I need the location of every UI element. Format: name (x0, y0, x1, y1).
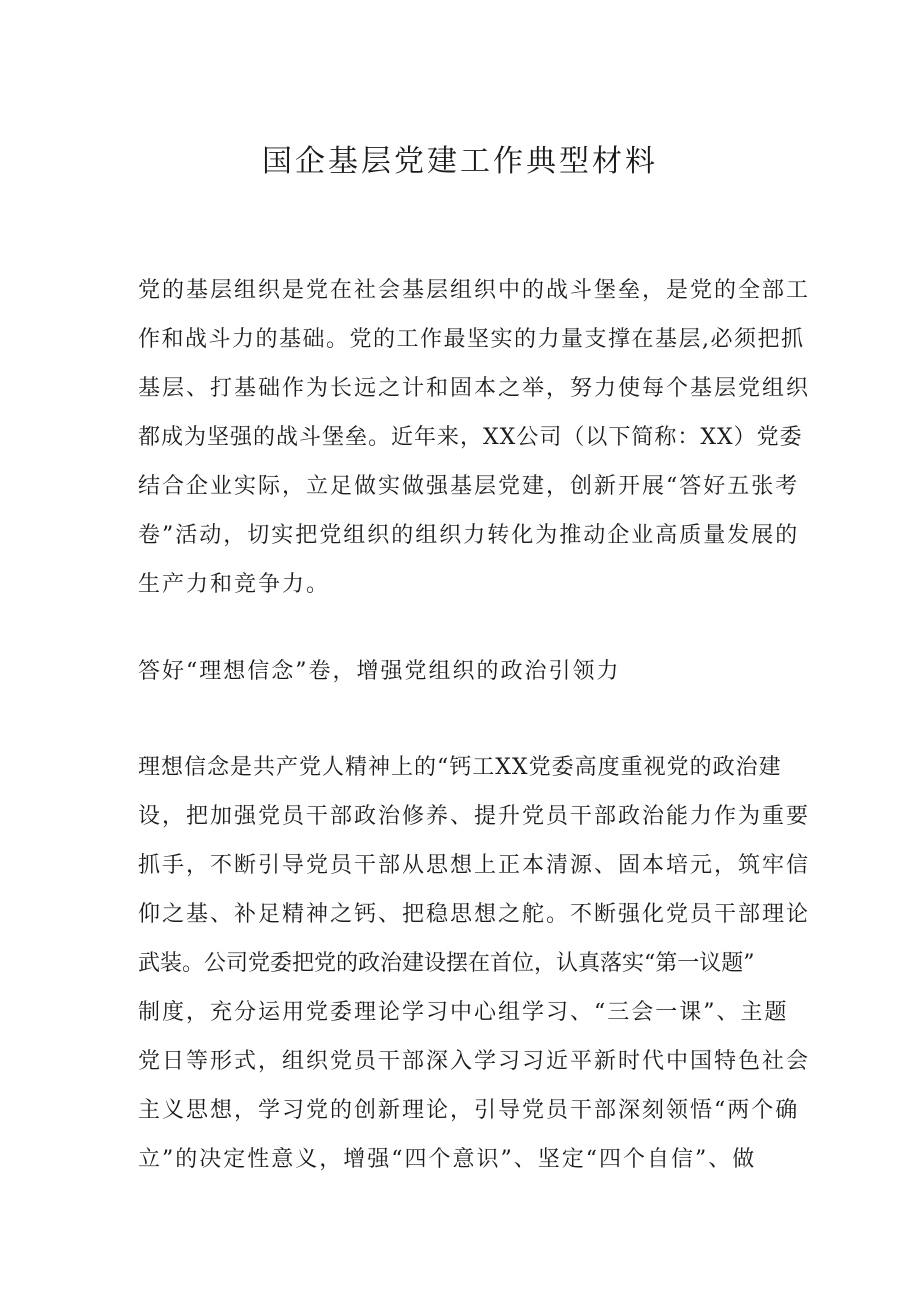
paragraph-line: 理想信念是共产党人精神上的“钙工XX党委高度重视党的政治建 (138, 755, 782, 780)
paragraph-intro (138, 266, 814, 609)
paragraph-line: 基层、打基础作为长远之计和固本之举，努力使每个基层党组织 (138, 376, 811, 401)
paragraph-line: 生产力和竞争力。 (138, 572, 331, 597)
paragraph-line: 主义思想，学习党的创新理论，引导党员干部深刻领悟“两个确 (138, 1098, 800, 1123)
paragraph-line: 卷”活动，切实把党组织的组织力转化为推动企业高质量发展的 (138, 523, 800, 548)
paragraph-line: 制度，充分运用党委理论学习中心组学习、“三会一课”、主题 (138, 1000, 789, 1025)
paragraph-line: 设，把加强党员干部政治修养、提升党员干部政治能力作为重要 (138, 804, 811, 829)
paragraph-line: 结合企业实际，立足做实做强基层党建，创新开展“答好五张考 (138, 474, 800, 499)
document-title: 国企基层党建工作典型材料 (262, 144, 658, 179)
paragraph-line: 武装。公司党委把党的政治建设摆在首位，认真落实“第一议题” (138, 951, 755, 976)
paragraph-line: 作和战斗力的基础。党的工作最坚实的力量支撑在基层,必须把抓 (138, 327, 805, 352)
paragraph-line: 党日等形式，组织党员干部深入学习习近平新时代中国特色社会 (138, 1049, 811, 1074)
paragraph-line: 都成为坚强的战斗堡垒。近年来，XX公司（以下简称：XX）党委 (138, 425, 803, 450)
paragraph-line: 仰之基、补足精神之钙、把稳思想之舵。不断强化党员干部理论 (138, 902, 811, 927)
paragraph-line: 抓手，不断引导党员干部从思想上正本清源、固本培元，筑牢信 (138, 853, 811, 878)
paragraph-line: 党的基层组织是党在社会基层组织中的战斗堡垒，是党的全部工 (138, 278, 811, 303)
section-heading: 答好“理想信念”卷，增强党组织的政治引领力 (138, 659, 621, 684)
paragraph-line: 立”的决定性意义，增强“四个意识”、坚定“四个自信”、做 (138, 1147, 757, 1172)
paragraph-ideals (138, 743, 814, 1184)
